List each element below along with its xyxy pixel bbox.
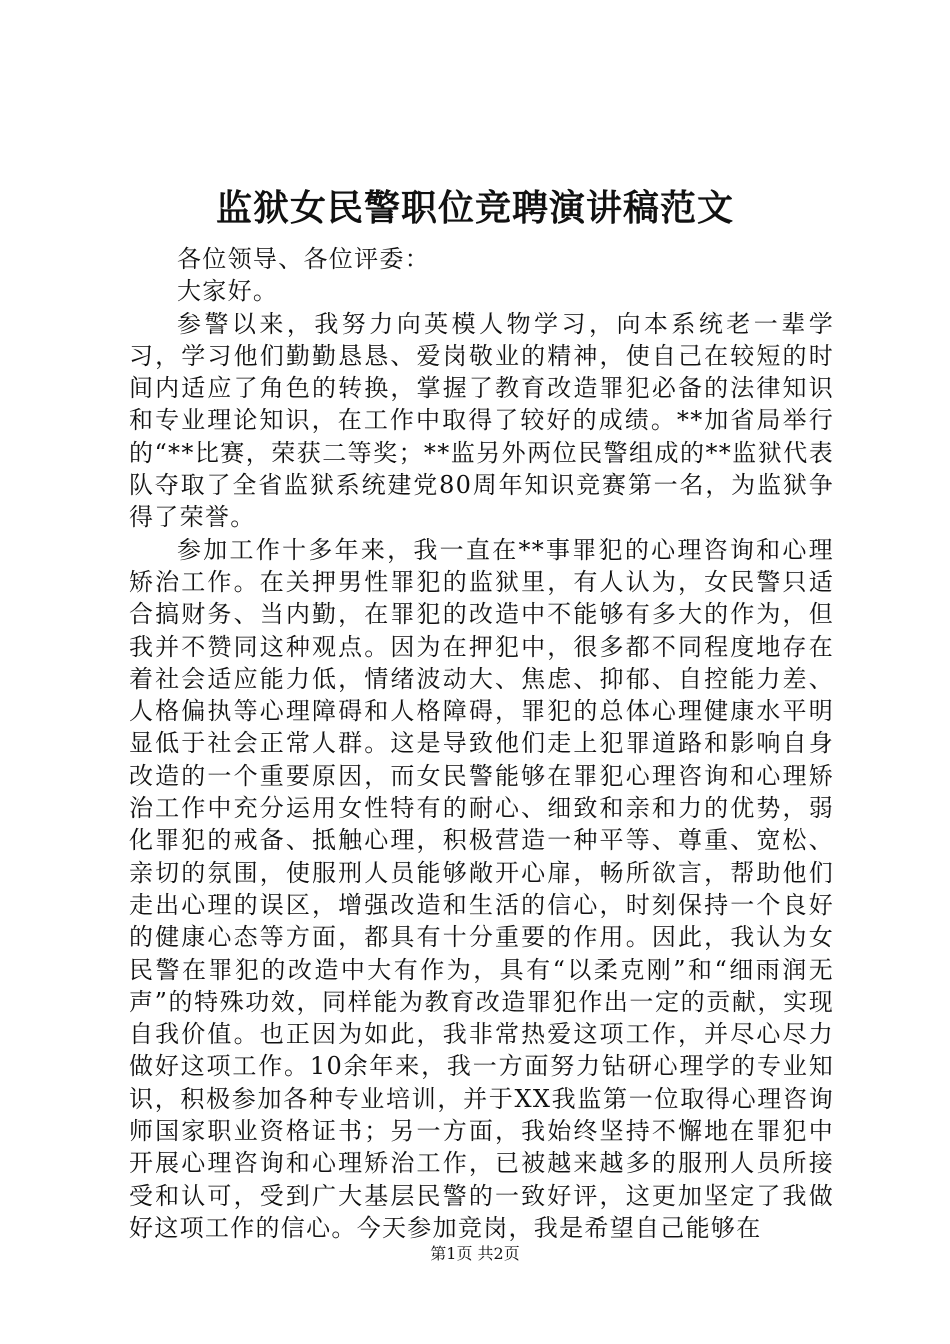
page-footer: 第1页 共2页: [430, 1244, 520, 1263]
salutation-paragraph: 各位领导、各位评委：: [177, 245, 430, 273]
greeting-paragraph: 大家好。: [177, 277, 279, 306]
document-body: [129, 243, 834, 1244]
body-paragraph: 参警以来，我努力向英模人物学习，向本系统老一辈学习，学习他们勤勤恳恳、爱岗敬业的精神，使自己在较短的时间内适应了角色的转换，掌握了教育改造罪犯必备的法律知识和专业理论知识，在工作中取得了较好的成绩。**加省局举行的“**比赛，荣获二等奖；**监另外两位民警组成的**监狱代表队夺取了全省监狱系统建党80周年知识竞赛第一名，为监狱争得了荣誉。: [129, 309, 834, 532]
body-paragraph: 参加工作十多年来，我一直在**事罪犯的心理咨询和心理矫治工作。在关押男性罪犯的监狱里，有人认为，女民警只适合搞财务、当内勤，在罪犯的改造中不能够有多大的作为，但我并不赞同这种观点。因为在押犯中，很多都不同程度地存在着社会适应能力低，情绪波动大、焦虑、抑郁、自控能力差、人格偏执等心理障碍和人格障碍，罪犯的总体心理健康水平明显低于社会正常人群。这是导致他们走上犯罪道路和影响自身改造的一个重要原因，而女民警能够在罪犯心理咨询和心理矫治工作中充分运用女性特有的耐心、细致和亲和力的优势，弱化罪犯的戒备、抵触心理，积极营造一种平等、尊重、宽松、亲切的氛围，使服刑人员能够敞开心扉，畅所欲言，帮助他们走出心理的误区，增强改造和生活的信心，时刻保持一个良好的健康心态等方面，都具有十分重要的作用。因此，我认为女民警在罪犯的改造中大有作为，具有“以柔克刚”和“细雨润无声”的特殊功效，同样能为教育改造罪犯作出一定的贡献，实现自我价值。也正因为如此，我非常热爱这项工作，并尽心尽力做好这项工作。10余年来，我一方面努力钻研心理学的专业知识，积极参加各种专业培训，并于XX我监第一位取得心理咨询师国家职业资格证书；另一方面，我始终坚持不懈地在罪犯中开展心理咨询和心理矫治工作，已被越来越多的服刑人员所接受和认可，受到广大基层民警的一致好评，这更加坚定了我做好这项工作的信心。今天参加竞岗，我是希望自己能够在: [129, 535, 834, 1242]
document-title: 监狱女民警职位竞聘演讲稿范文: [215, 188, 734, 229]
